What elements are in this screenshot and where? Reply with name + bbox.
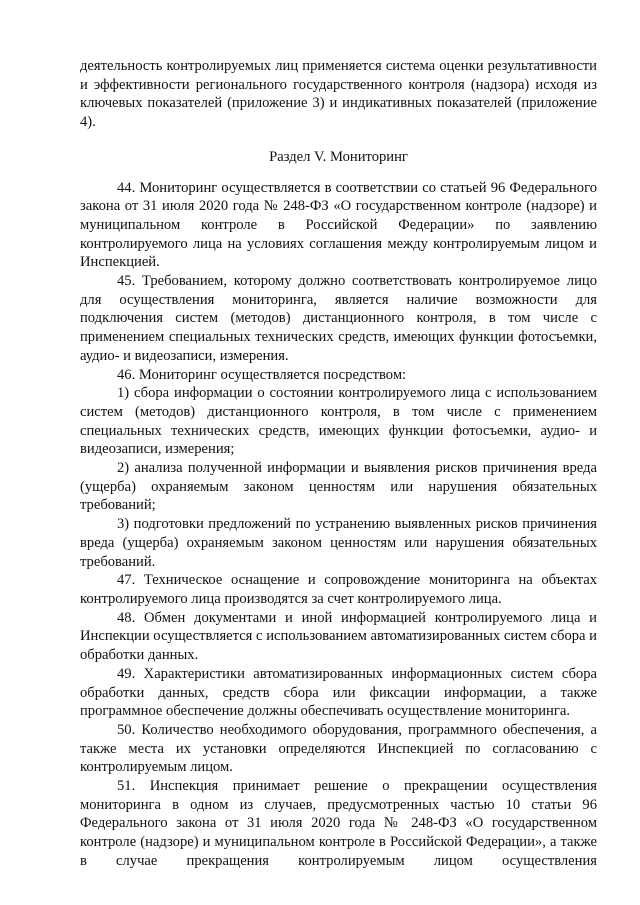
document-page [80,57,597,871]
paragraph-46: 46. Мониторинг осуществляется посредством: [117,366,407,383]
paragraph-44: 44. Мониторинг осуществляется в соответствии со статьей 96 Федерального закона от 31 июля 2020 года № 248-ФЗ «О государственном контроле (надзоре) и муниципальном контроле в Российской Федерации» по заявлению контролируемого лица на условиях соглашения между контролируемым лицом и Инспекцией. [80,179,597,271]
paragraph-46-item-2: 2) анализа полученной информации и выявления рисков причинения вреда (ущерба) охраняемым законом ценностям или нарушения обязательных требований; [80,460,597,514]
paragraph-50: 50. Количество необходимого оборудования, программного обеспечения, а также места их установки определяются Инспекцией по согласованию с контролируемым лицом. [80,721,597,776]
paragraph-45: 45. Требованием, которому должно соответствовать контролируемое лицо для осуществления мониторинга, является наличие возможности для подключения систем (методов) дистанционного контроля, в том числе с применением специальных технических средств, имеющих функции фотосъемки, аудио- и видеозаписи, измерения. [80,273,597,364]
paragraph-46-item-1: 1) сбора информации о состоянии контролируемого лица с использованием систем (методов) дистанционного контроля, в том числе с применением специальных технических средств, имеющих функции фотосъемки, аудио- и видеозаписи, измерения; [80,385,597,458]
paragraph-47: 47. Техническое оснащение и сопровождение мониторинга на объектах контролируемого лица производятся за счет контролируемого лица. [80,572,597,607]
section-title: Раздел V. Мониторинг [269,148,408,165]
paragraph-48: 48. Обмен документами и иной информацией контролируемого лица и Инспекции осуществляется с использованием автоматизированных систем сбора и обработки данных. [80,609,597,664]
paragraph-46-item-3: 3) подготовки предложений по устранению выявленных рисков причинения вреда (ущерба) охраняемым законом ценностям или нарушения обязательных требований. [80,516,597,570]
intro-paragraph: деятельность контролируемых лиц применяется система оценки результативности и эффективности регионального государственного контроля (надзора) исходя из ключевых показателей (приложение 3) и индикативных показателей (приложение 4). [80,58,597,131]
paragraph-51: 51. Инспекция принимает решение о прекращении осуществления мониторинга в одном из случаев, предусмотренных частью 10 статьи 96 Федерального закона от 31 июля 2020 года № 248-ФЗ «О государственном контроле (надзоре) и муниципальном контроле в Российской Федерации», а также в случае прекращения контролируемым лицом осуществления [80,778,597,869]
paragraph-49: 49. Характеристики автоматизированных информационных систем сбора обработки данных, средств сбора или фиксации информации, а также программное обеспечение должны обеспечивать осуществление мониторинга. [80,665,597,720]
